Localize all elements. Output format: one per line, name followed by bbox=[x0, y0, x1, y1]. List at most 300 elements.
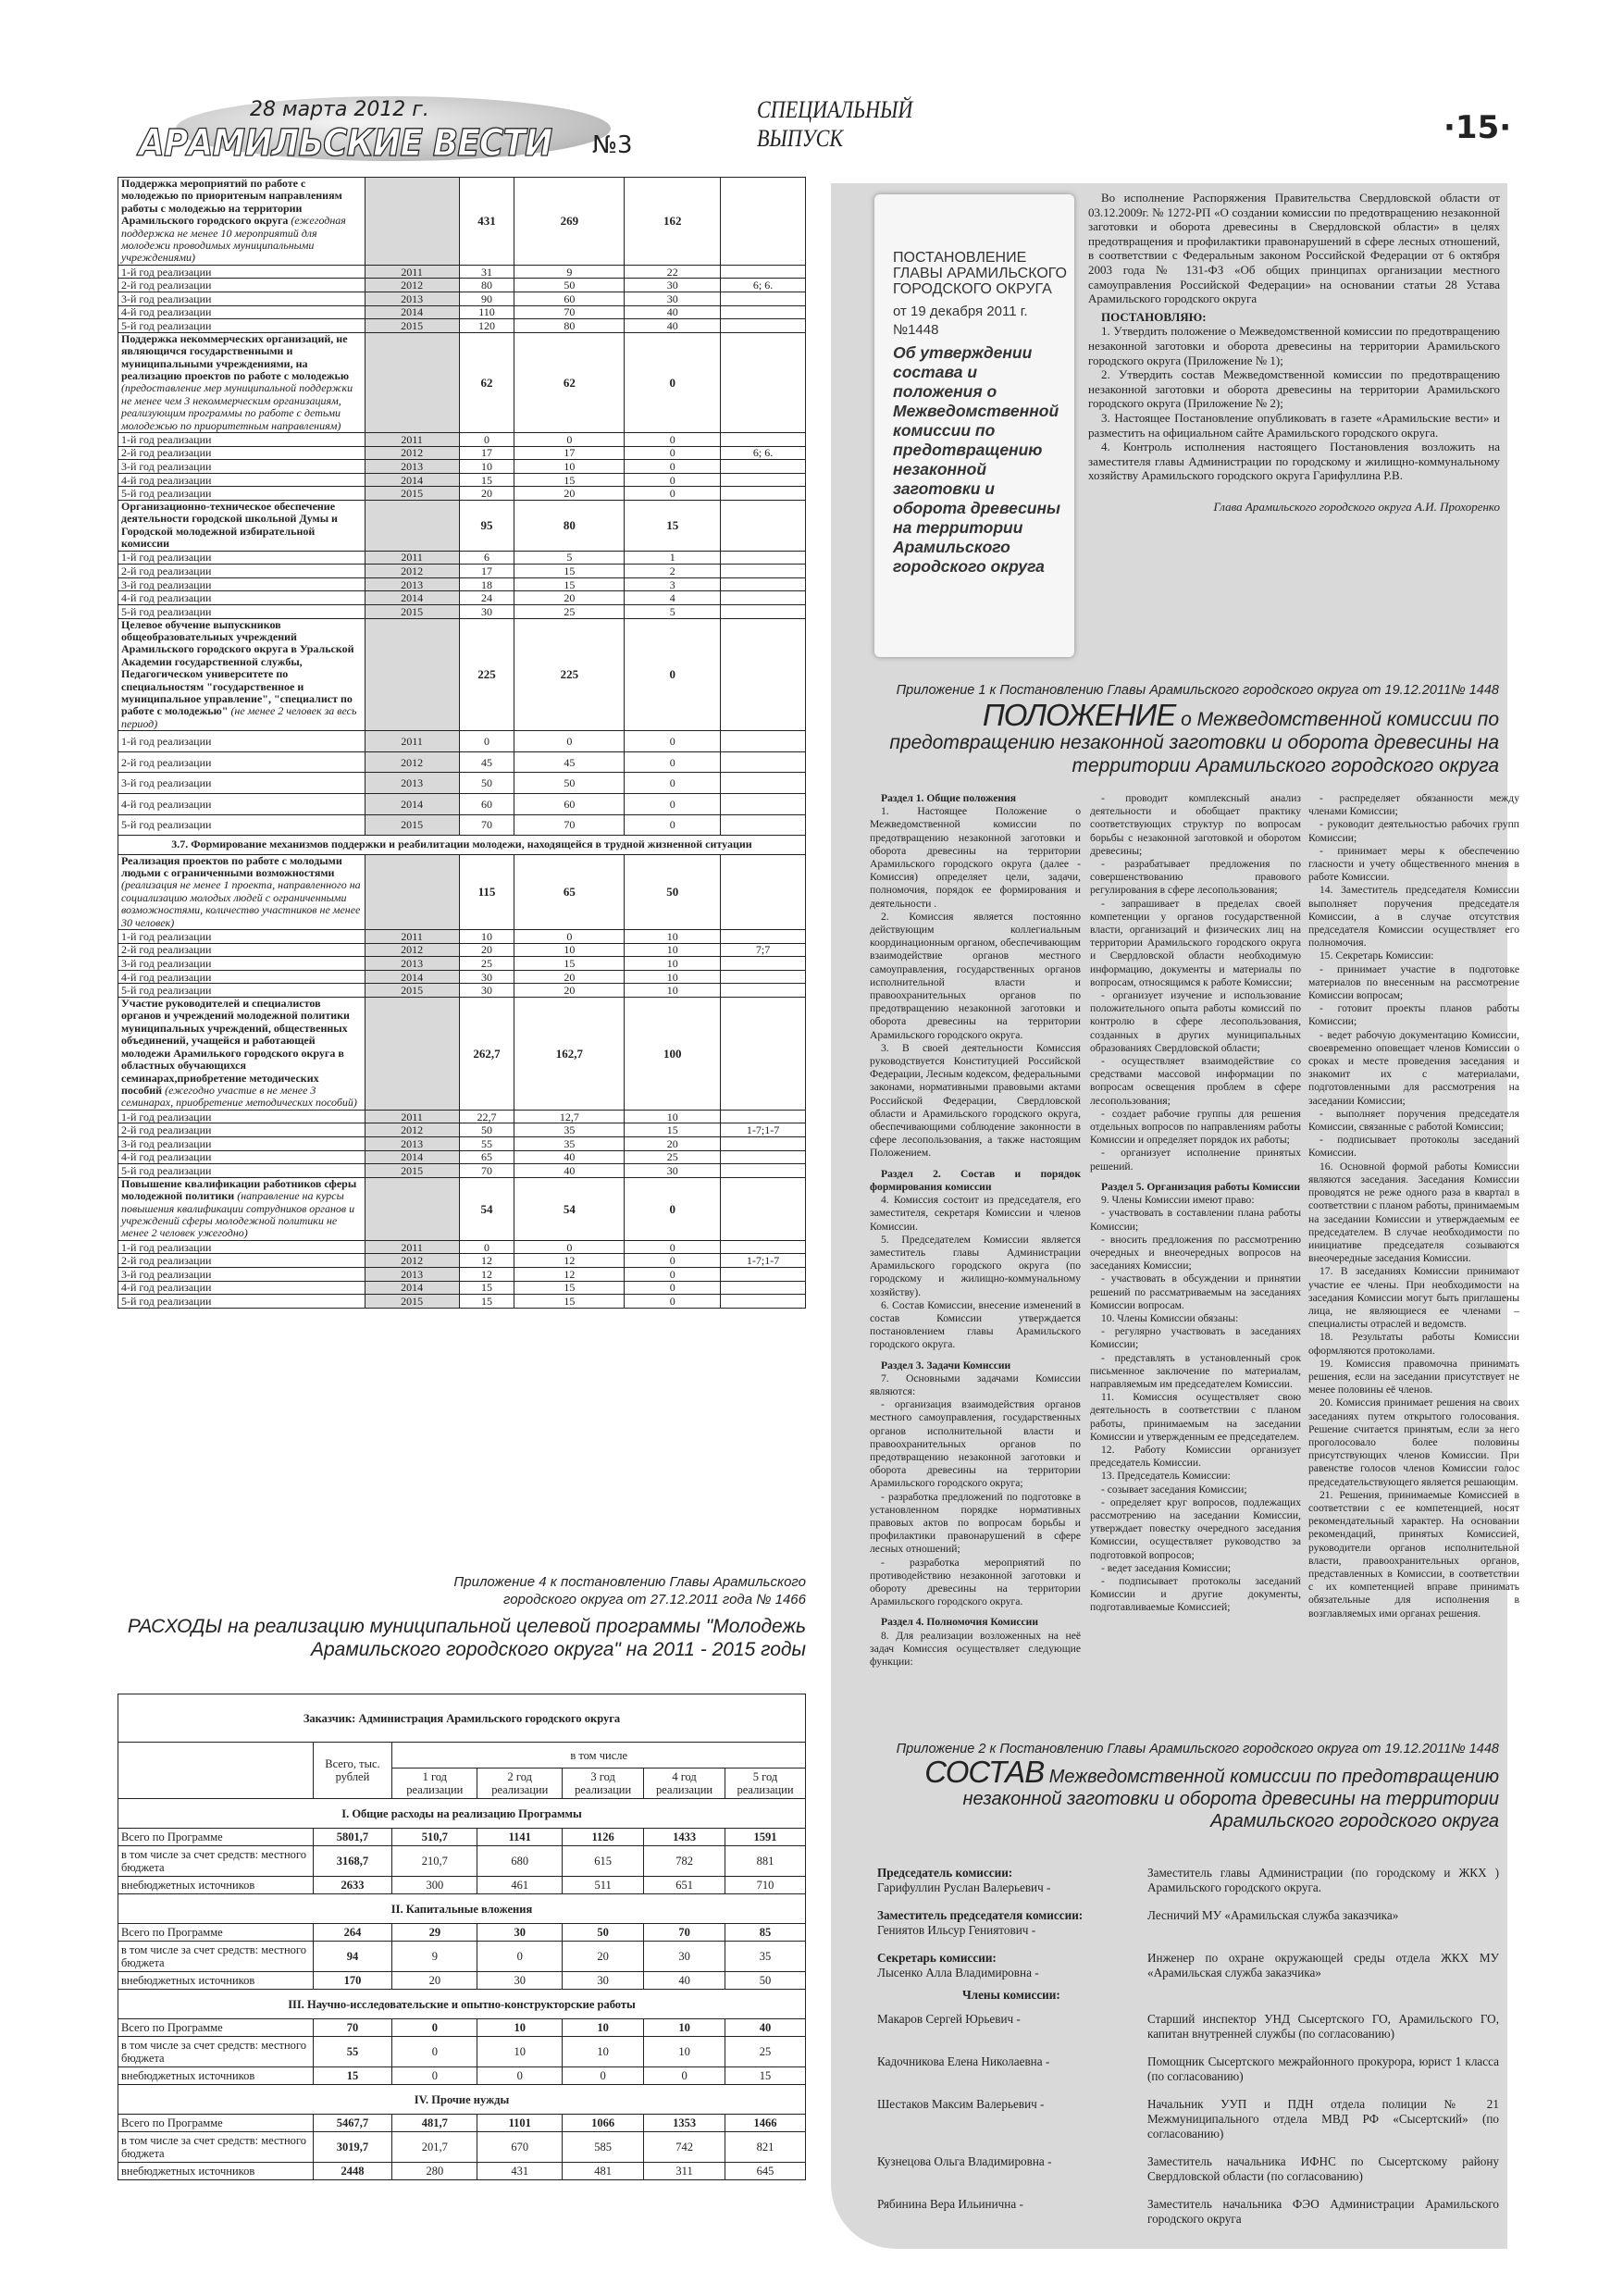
year-row bbox=[118, 970, 806, 984]
row-label: в том числе за счет средств: местного бюджета bbox=[118, 1846, 314, 1877]
year-row bbox=[118, 279, 806, 292]
total-value: 3168,7 bbox=[313, 1846, 392, 1877]
period-label: 2-й год реализации bbox=[118, 1123, 365, 1137]
person-position: Инженер по охране окружающей среды отдела ЖКХ МУ «Арамильская служба заказчика» bbox=[1147, 1951, 1499, 1980]
period-label: 3-й год реализации bbox=[118, 577, 365, 591]
total-value: 54 bbox=[514, 1177, 625, 1240]
year-row bbox=[118, 565, 806, 578]
local-budget: 0 bbox=[514, 433, 625, 447]
expense-row bbox=[118, 1829, 806, 1846]
year-row bbox=[118, 446, 806, 460]
period-label: 4-й год реализации bbox=[118, 794, 365, 815]
extra-budget: 5 bbox=[625, 605, 721, 619]
expense-row bbox=[118, 1877, 806, 1894]
paragraph: 6. Состав Комиссии, внесение изменений в состав Комиссии утверждается постановлением главы Арамильского городского округа. bbox=[870, 1298, 1081, 1351]
year-row bbox=[118, 930, 806, 944]
indicator-ref bbox=[721, 605, 806, 619]
year-value: 1591 bbox=[725, 1829, 806, 1846]
year: 2013 bbox=[365, 957, 459, 971]
year-row bbox=[118, 1281, 806, 1295]
year-cell bbox=[365, 332, 459, 432]
year: 2015 bbox=[365, 319, 459, 333]
indicator-ref bbox=[721, 305, 806, 319]
extra-budget: 22 bbox=[625, 265, 721, 279]
year-row bbox=[118, 433, 806, 447]
local-budget: 17 bbox=[514, 446, 625, 460]
period-label: 2-й год реализации bbox=[118, 565, 365, 578]
year: 2015 bbox=[365, 814, 459, 836]
decree-item: 1. Утвердить положение о Межведомственной комиссии по предотвращению незаконной заготовки и оборота древесины на территории Арамильского городского округа (Приложение № 1); bbox=[1088, 324, 1500, 367]
person-position: Заместитель главы Администрации (по городскому и ЖКХ ) Арамильского городского округа. bbox=[1147, 1866, 1499, 1894]
year: 2011 bbox=[365, 265, 459, 279]
program-measures-table bbox=[118, 177, 806, 1309]
total: 18 bbox=[459, 577, 514, 591]
total-value: 62 bbox=[514, 332, 625, 432]
year-value: 20 bbox=[392, 1972, 477, 1990]
year-value: 50 bbox=[563, 1924, 644, 1942]
extra-budget: 2 bbox=[625, 565, 721, 578]
role-cell bbox=[877, 1908, 1147, 1938]
paragraph: 19. Комиссия правомочна принимать решения, если на заседании присутствует не менее половины её членов. bbox=[1308, 1357, 1519, 1396]
year-value: 210,7 bbox=[392, 1846, 477, 1877]
expense-row bbox=[118, 2067, 806, 2085]
total-value: 100 bbox=[625, 998, 721, 1111]
paragraph: 21. Решения, принимаемые Комиссией в соответствии с ее компетенцией, носят рекомендательный характер. На основании рекомендаций, принятых Комиссией, руководители органов исполнительной власти, правоохранительных органов, представленных в Комиссии, в соответствии с их компетенцией вправе принимать обязательные для исполнения в возглавляемых ими органах решения. bbox=[1308, 1488, 1519, 1620]
year: 2014 bbox=[365, 794, 459, 815]
year: 2013 bbox=[365, 1136, 459, 1150]
measure-title bbox=[118, 178, 365, 266]
section-heading: 3.7. Формирование механизмов поддержки и реабилитации молодежи, находящейся в трудной жизненной ситуации bbox=[118, 836, 806, 854]
year-row bbox=[118, 473, 806, 487]
local-budget: 12,7 bbox=[514, 1110, 625, 1123]
paragraph: 3. В своей деятельности Комиссия руководствуется Конституцией Российской Федерации, Лесным кодексом, федеральными законами, нормативными правовыми актами Российской Федерации, Свердловской области и Арамильского городского округа, обеспечивающими соблюдение законности в сфере лесопользования, а также настоящим Положением. bbox=[870, 1041, 1081, 1160]
note-cell bbox=[721, 618, 806, 731]
measure-title bbox=[118, 618, 365, 731]
total: 20 bbox=[459, 943, 514, 957]
year-value: 510,7 bbox=[392, 1829, 477, 1846]
paragraph: - организация взаимодействия органов местного самоуправления, государственных органов исполнительной власти и правоохранительных органов по предотвращению незаконной заготовки и оборота древесины на территории Арамильского городского округа; bbox=[870, 1398, 1081, 1490]
paragraph: - руководит деятельностью рабочих групп Комиссии; bbox=[1308, 818, 1519, 844]
year-value: 300 bbox=[392, 1877, 477, 1894]
local-budget: 20 bbox=[514, 591, 625, 605]
year-value: 821 bbox=[725, 2132, 806, 2163]
year-value: 35 bbox=[725, 1942, 806, 1972]
row-label: внебюджетных источников bbox=[118, 1877, 314, 1894]
measure-row bbox=[118, 998, 806, 1111]
paragraph: - принимает участие в подготовке материалов по внесенным на рассмотрение Комиссии вопросам; bbox=[1308, 962, 1519, 1002]
period-label: 4-й год реализации bbox=[118, 970, 365, 984]
year: 2014 bbox=[365, 1150, 459, 1164]
extra-budget: 30 bbox=[625, 1164, 721, 1178]
period-label: 3-й год реализации bbox=[118, 957, 365, 971]
year: 2012 bbox=[365, 1123, 459, 1137]
decree-date: от 19 декабря 2011 г. №1448 bbox=[893, 304, 1028, 338]
extra-budget: 10 bbox=[625, 970, 721, 984]
extra-budget: 4 bbox=[625, 591, 721, 605]
role-title: Председатель комиссии: bbox=[877, 1866, 1013, 1880]
measure-title bbox=[118, 854, 365, 929]
total-value: 15 bbox=[625, 501, 721, 552]
year-row bbox=[118, 751, 806, 773]
role-title: Заместитель председателя комиссии: bbox=[877, 1908, 1084, 1922]
year-row bbox=[118, 731, 806, 752]
year-value: 481 bbox=[563, 2163, 644, 2180]
year-value: 40 bbox=[644, 1972, 725, 1990]
year-row bbox=[118, 1267, 806, 1281]
extra-budget: 0 bbox=[625, 731, 721, 752]
decree-signature: Глава Арамильского городского округа А.И. Прохоренко bbox=[1213, 499, 1500, 514]
paragraph: - запрашивает в пределах своей компетенции у органов государственной власти, организаций и физических лиц на территории Арамильского городского округа и Свердловской области необходимую информацию, документы и материалы по вопросам, относящимся к работе Комиссии; bbox=[1090, 897, 1301, 988]
period-label: 5-й год реализации bbox=[118, 319, 365, 333]
regulation-column-3 bbox=[1308, 792, 1519, 1620]
local-budget: 15 bbox=[514, 1281, 625, 1295]
measure-name: Целевое обучение выпускников общеобразовательных учреждений Арамильского городского округа в Уральской Академии государственной службы, Педагогическом университете по специальностям "государственное и муниципальное управление", "специалист по работе с молодежью" bbox=[121, 617, 354, 718]
measure-note: (не менее 2 человек за весь период) bbox=[121, 704, 357, 730]
year-value: 20 bbox=[563, 1942, 644, 1972]
total: 22,7 bbox=[459, 1110, 514, 1123]
year: 2012 bbox=[365, 565, 459, 578]
year-value: 1066 bbox=[563, 2115, 644, 2132]
measure-name: Поддержка некоммерческих организаций, не являющичся государственными и муниципальными учреждениями, на реализацию проектов по работе с молодежью bbox=[121, 331, 349, 383]
indicator-ref bbox=[721, 1136, 806, 1150]
paragraph: - проводит комплексный анализ деятельности и обобщает практику соответствующих структур по вопросам борьбы с незаконной заготовкой и оборотом древесины; bbox=[1090, 792, 1301, 857]
paragraph: - ведет заседания Комиссии; bbox=[1101, 1561, 1232, 1574]
year: 2011 bbox=[365, 1240, 459, 1254]
measure-title bbox=[118, 332, 365, 432]
total-value: 264 bbox=[313, 1924, 392, 1942]
total-header: Всего, тыс. рублей bbox=[313, 1743, 392, 1799]
decree-resolve: ПОСТАНОВЛЯЮ: bbox=[1101, 309, 1207, 324]
year-row bbox=[118, 1136, 806, 1150]
paragraph: - определяет круг вопросов, подлежащих рассмотрению на заседании Комиссии, утверждает повестку очередного заседания Комиссии, осуществляет руководство за подготовкой вопросов; bbox=[1090, 1496, 1301, 1561]
total: 17 bbox=[459, 446, 514, 460]
total-value: 5801,7 bbox=[313, 1829, 392, 1846]
total: 0 bbox=[459, 433, 514, 447]
paragraph: - регулярно участвовать в заседаниях Комиссии; bbox=[1090, 1325, 1301, 1351]
paragraph: - участвовать в обсуждении и принятии решений по рассматриваемым на заседаниях Комиссии вопросам. bbox=[1090, 1272, 1301, 1311]
year-value: 311 bbox=[644, 2163, 725, 2180]
expenses-title bbox=[118, 1615, 806, 1661]
extra-budget: 20 bbox=[625, 1136, 721, 1150]
expense-row bbox=[118, 1972, 806, 1990]
indicator-ref bbox=[721, 970, 806, 984]
year-value: 1466 bbox=[725, 2115, 806, 2132]
year-value: 10 bbox=[644, 2019, 725, 2037]
title-line: РАСХОДЫ на реализацию муниципальной целевой программы "Молодежь bbox=[127, 1616, 806, 1637]
year: 2014 bbox=[365, 970, 459, 984]
role-title: Секретарь комиссии: bbox=[877, 1951, 997, 1965]
year-value: 201,7 bbox=[392, 2132, 477, 2163]
measure-name: Повышение квалификации работников сферы молодежной политики bbox=[121, 1176, 357, 1203]
local-budget: 10 bbox=[514, 460, 625, 474]
indicator-ref bbox=[721, 577, 806, 591]
total-value: 225 bbox=[514, 618, 625, 731]
period-label: 1-й год реализации bbox=[118, 731, 365, 752]
total: 65 bbox=[459, 1150, 514, 1164]
member-row bbox=[877, 2054, 1499, 2084]
total: 0 bbox=[459, 1240, 514, 1254]
title-big: СОСТАВ bbox=[924, 1755, 1045, 1789]
period-label: 5-й год реализации bbox=[118, 984, 365, 998]
regulation-column-1 bbox=[870, 792, 1081, 1669]
year-value: 10 bbox=[563, 2019, 644, 2037]
local-budget: 0 bbox=[514, 930, 625, 944]
year-value: 1141 bbox=[477, 1829, 563, 1846]
total: 17 bbox=[459, 565, 514, 578]
total-value: 70 bbox=[313, 2019, 392, 2037]
period-label: 5-й год реализации bbox=[118, 814, 365, 836]
year-row bbox=[118, 605, 806, 619]
year-value: 680 bbox=[477, 1846, 563, 1877]
person-name: Кадочникова Елена Николаевна - bbox=[877, 2054, 1050, 2068]
paragraph: 10. Члены Комиссии обязаны: bbox=[1101, 1311, 1239, 1324]
note-cell bbox=[721, 501, 806, 552]
paragraph: 2. Комиссия является постоянно действующим коллегиальным координационным органом, обеспечивающим взаимодействие органов местного самоуправления, государственных органов исполнительной власти и правоохранительных органов по предотвращению незаконной заготовки и оборота древесины на территории Арамильского городского округа. bbox=[870, 910, 1081, 1041]
year-value: 615 bbox=[563, 1846, 644, 1877]
role-cell bbox=[877, 1951, 1147, 1980]
period-label: 5-й год реализации bbox=[118, 1295, 365, 1309]
year-header: 1 год реализации bbox=[392, 1769, 477, 1799]
indicator-ref bbox=[721, 984, 806, 998]
paragraph: 9. Члены Комиссии имеют право: bbox=[1101, 1194, 1255, 1207]
year-row bbox=[118, 487, 806, 501]
expense-row bbox=[118, 1942, 806, 1972]
indicator-ref bbox=[721, 1281, 806, 1295]
member-row bbox=[877, 2154, 1499, 2184]
indicator-ref bbox=[721, 1110, 806, 1123]
indicator-ref: 6; 6. bbox=[721, 279, 806, 292]
year: 2013 bbox=[365, 1267, 459, 1281]
person-name: Кузнецова Ольга Владимировна - bbox=[877, 2154, 1052, 2168]
paragraph: 16. Основной формой работы Комиссии являются заседания. Заседания Комиссии проводятся не реже одного раза в квартал в соответствии с планом работы, принимаемым на заседании Комиссии и утверждаемым ее председателем. В случае необходимости по инициативе председателя созываются внеочередные заседания Комиссии. bbox=[1308, 1160, 1519, 1265]
local-budget: 70 bbox=[514, 814, 625, 836]
local-budget: 35 bbox=[514, 1136, 625, 1150]
measure-row bbox=[118, 618, 806, 731]
paragraph: - готовит проекты планов работы Комиссии; bbox=[1308, 1002, 1519, 1028]
year-value: 9 bbox=[392, 1942, 477, 1972]
year-row bbox=[118, 319, 806, 333]
year-value: 0 bbox=[644, 2067, 725, 2085]
newspaper-logo bbox=[139, 93, 657, 176]
decree-subject: Об утверждении состава и положения о Межведомственной комиссии по предотвращению незаконной заготовки и оборота древесины на территории Арамильского городского округа bbox=[893, 343, 1061, 576]
appendix-1-caption: Приложение 1 к Постановлению Главы Арамильского городского округа от 19.12.2011№ 1448 bbox=[896, 683, 1499, 698]
paragraph: 8. Для реализации возложенных на неё задач Комиссия осуществляет следующие функции: bbox=[870, 1629, 1081, 1668]
extra-budget: 0 bbox=[625, 814, 721, 836]
row-label: Всего по Программе bbox=[118, 2115, 314, 2132]
period-label: 2-й год реализации bbox=[118, 1254, 365, 1268]
period-label: 2-й год реализации bbox=[118, 446, 365, 460]
total: 30 bbox=[459, 984, 514, 998]
person-name: Шестаков Максим Валерьевич - bbox=[877, 2097, 1045, 2111]
total-value: 0 bbox=[625, 618, 721, 731]
total: 50 bbox=[459, 1123, 514, 1137]
section-row bbox=[118, 1894, 806, 1924]
paragraph: - разработка предложений по подготовке в установленном порядке нормативных правовых актов по вопросам борьбы и профилактики правонарушений в сфере лесных отношений; bbox=[870, 1490, 1081, 1556]
extra-budget: 0 bbox=[625, 1240, 721, 1254]
period-label: 1-й год реализации bbox=[118, 1110, 365, 1123]
person-position: Лесничий МУ «Арамильская служба заказчика» bbox=[1147, 1908, 1399, 1922]
title-rest: Межведомственной комиссии по предотвращению незаконной заготовки и оборота древесины на территории Арамильского городского округа bbox=[962, 1767, 1499, 1831]
row-label: внебюджетных источников bbox=[118, 1972, 314, 1990]
decree-intro: Во исполнение Распоряжения Правительства Свердловской области от 03.12.2009г. № 1272-РП «О создании комиссии по предотвращению незаконной заготовки и оборота древесины в Свердловской области» в целях предотвращения и профилактики правонарушений в сфере лесных отношений, в соответствии с Федеральным законом Российской Федерации от 6 октября 2003 года № 131-ФЗ «Об общих принципах организации местного самоуправления Российской Федерации» на основании статьи 28 Устава Арамильского городского округа bbox=[1088, 191, 1500, 306]
decree-item: 4. Контроль исполнения настоящего Постановления возложить на заместителя главы Администрации по городскому и жилищно-коммунальному хозяйству Арамильского городского округа Гарифуллина Р.В. bbox=[1088, 440, 1500, 483]
indicator-ref bbox=[721, 731, 806, 752]
total-value: 431 bbox=[459, 178, 514, 266]
measure-note: (предоставление мер муниципальной поддержки не менее чем 3 некоммерческим организациям, реализующим программы по работе с детьми молодежью по приоритетным направлениям) bbox=[121, 381, 353, 432]
measure-name: Поддержка мероприятий по работе с молодежью по приоритеным направлениям работы с молодежью на территории Арамильского городского округа bbox=[121, 177, 342, 228]
year-cell bbox=[365, 178, 459, 266]
paragraph: 17. В заседаниях Комиссии принимают участие ее члены. При необходимости на заседания Комиссии могут быть приглашены лица, не являющиеся ее членами – специалисты отраслей и ведомств. bbox=[1308, 1265, 1519, 1331]
total-value: 5467,7 bbox=[313, 2115, 392, 2132]
total-value: 50 bbox=[625, 854, 721, 929]
period-label: 1-й год реализации bbox=[118, 1240, 365, 1254]
member-row bbox=[877, 2097, 1499, 2141]
year: 2014 bbox=[365, 591, 459, 605]
indicator-ref: 1-7;1-7 bbox=[721, 1254, 806, 1268]
measure-name: Участие руководителей и специалистов органов и учреждений молодежной политики муниципальных учреждений, общественных объединений, учащейся и работающей молодежи Арамилького городского округа в областных обучающихся семинарах,приобретение методических пособий bbox=[121, 997, 350, 1097]
section-row bbox=[118, 836, 806, 854]
extra-budget: 10 bbox=[625, 984, 721, 998]
indicator-ref bbox=[721, 265, 806, 279]
extra-budget: 40 bbox=[625, 319, 721, 333]
extra-budget: 10 bbox=[625, 930, 721, 944]
measure-note: (направление на курсы повышения квалификации сотрудников органов и учреждений сферы молодежной политики не менее 2 человек ужегодно) bbox=[121, 1189, 355, 1240]
year-value: 1101 bbox=[477, 2115, 563, 2132]
paragraph: - ведет рабочую документацию Комиссии, своевременно оповещает членов Комиссии о сроках и месте проведения заседания и знакомит их с материалами, подготовленными для рассмотрения на заседании Комиссии; bbox=[1308, 1028, 1519, 1107]
measure-row bbox=[118, 1177, 806, 1240]
measure-title bbox=[118, 501, 365, 552]
decree-title-box bbox=[874, 194, 1074, 657]
expense-row bbox=[118, 1846, 806, 1877]
total: 45 bbox=[459, 751, 514, 773]
total-value: 80 bbox=[514, 501, 625, 552]
total: 15 bbox=[459, 1281, 514, 1295]
total-value: 115 bbox=[459, 854, 514, 929]
indicator-ref bbox=[721, 319, 806, 333]
members-heading: Члены комиссии: bbox=[962, 1988, 1060, 2002]
person-position: Помощник Сысертского межрайонного прокурора, юрист 1 класса (по согласованию) bbox=[1147, 2054, 1499, 2083]
year-value: 10 bbox=[644, 2037, 725, 2067]
year: 2015 bbox=[365, 984, 459, 998]
person-position: Заместитель начальника ИФНС по Сысертскому району Свердловской области (по согласованию) bbox=[1147, 2154, 1499, 2183]
year-row bbox=[118, 577, 806, 591]
year-value: 881 bbox=[725, 1846, 806, 1877]
total-value: 225 bbox=[459, 618, 514, 731]
paragraph: 13. Председатель Комиссии: bbox=[1101, 1470, 1231, 1483]
indicator-ref bbox=[721, 930, 806, 944]
row-label: внебюджетных источников bbox=[118, 2067, 314, 2085]
extra-budget: 15 bbox=[625, 1123, 721, 1137]
local-budget: 40 bbox=[514, 1150, 625, 1164]
year-value: 0 bbox=[563, 2067, 644, 2085]
year-value: 280 bbox=[392, 2163, 477, 2180]
year-value: 50 bbox=[725, 1972, 806, 1990]
year: 2011 bbox=[365, 551, 459, 565]
total: 10 bbox=[459, 930, 514, 944]
year-value: 782 bbox=[644, 1846, 725, 1877]
local-budget: 60 bbox=[514, 292, 625, 306]
local-budget: 20 bbox=[514, 984, 625, 998]
section-heading: Раздел 3. Задачи Комиссии bbox=[881, 1359, 1011, 1371]
year-row bbox=[118, 265, 806, 279]
measure-note: (реализация не менее 1 проекта, направленного на социализацию молодых людей с ограниченными возможностями, количество участников не менее 30 человек) bbox=[121, 878, 361, 929]
year-row bbox=[118, 773, 806, 794]
local-budget: 0 bbox=[514, 731, 625, 752]
total-value: 55 bbox=[313, 2037, 392, 2067]
member-row bbox=[877, 2012, 1499, 2042]
year-value: 15 bbox=[725, 2067, 806, 2085]
local-budget: 60 bbox=[514, 794, 625, 815]
person-position: Старший инспектор УНД Сысертского ГО, Арамильского ГО, капитан внутренней службы (по согласованию) bbox=[1147, 2012, 1499, 2041]
total: 70 bbox=[459, 814, 514, 836]
year-row bbox=[118, 1295, 806, 1309]
year: 2015 bbox=[365, 1295, 459, 1309]
indicator-ref bbox=[721, 814, 806, 836]
year-value: 0 bbox=[477, 2067, 563, 2085]
person-position: Начальник УУП и ПДН отдела полиции № 21 Межмуниципального отдела МВД РФ «Сысертский» (по согласованию) bbox=[1147, 2097, 1499, 2141]
period-label: 4-й год реализации bbox=[118, 1281, 365, 1295]
year: 2014 bbox=[365, 473, 459, 487]
year-row bbox=[118, 305, 806, 319]
indicator-ref bbox=[721, 1240, 806, 1254]
role-cell bbox=[877, 1866, 1147, 1895]
person-name: Гениятов Ильсур Гениятович - bbox=[877, 1923, 1036, 1937]
section-heading: Раздел 5. Организация работы Комиссии bbox=[1101, 1180, 1301, 1193]
indicator-ref bbox=[721, 460, 806, 474]
appendix-line: городского округа от 27.12.2011 года № 1466 bbox=[502, 1592, 806, 1607]
local-budget: 9 bbox=[514, 265, 625, 279]
measure-name: Реализация проектов по работе с молодыми людьми с ограниченными возможностями bbox=[121, 853, 342, 880]
year-row bbox=[118, 551, 806, 565]
year: 2015 bbox=[365, 487, 459, 501]
year: 2014 bbox=[365, 1281, 459, 1295]
year-row bbox=[118, 591, 806, 605]
section-heading: Раздел 4. Полномочия Комиссии bbox=[881, 1616, 1039, 1629]
year-row bbox=[118, 1164, 806, 1178]
extra-budget: 0 bbox=[625, 1295, 721, 1309]
section-title: IV. Прочие нужды bbox=[118, 2085, 806, 2115]
year-value: 1433 bbox=[644, 1829, 725, 1846]
total: 12 bbox=[459, 1267, 514, 1281]
total: 15 bbox=[459, 473, 514, 487]
note-cell bbox=[721, 1177, 806, 1240]
paragraph: - подписывает протоколы заседаний Комиссии. bbox=[1308, 1134, 1519, 1160]
year-value: 742 bbox=[644, 2132, 725, 2163]
year-row bbox=[118, 814, 806, 836]
indicator-ref bbox=[721, 487, 806, 501]
total: 90 bbox=[459, 292, 514, 306]
year-value: 0 bbox=[392, 2037, 477, 2067]
period-label: 2-й год реализации bbox=[118, 279, 365, 292]
year-row bbox=[118, 957, 806, 971]
period-label: 1-й год реализации bbox=[118, 433, 365, 447]
year-value: 585 bbox=[563, 2132, 644, 2163]
period-label: 4-й год реализации bbox=[118, 1150, 365, 1164]
expense-row bbox=[118, 2132, 806, 2163]
paragraph: 11. Комиссия осуществляет свою деятельность в соответствии с планом работы, принимаемым на заседании Комиссии и утвержденным ее председателем. bbox=[1090, 1391, 1301, 1443]
total: 70 bbox=[459, 1164, 514, 1178]
local-budget: 12 bbox=[514, 1267, 625, 1281]
special-line-2: ВЫПУСК bbox=[757, 125, 844, 152]
year: 2013 bbox=[365, 773, 459, 794]
year-row bbox=[118, 984, 806, 998]
total: 55 bbox=[459, 1136, 514, 1150]
total-value: 15 bbox=[313, 2067, 392, 2085]
expense-row bbox=[118, 2037, 806, 2067]
blank-header bbox=[118, 1743, 314, 1799]
total: 6 bbox=[459, 551, 514, 565]
year-value: 710 bbox=[725, 1877, 806, 1894]
